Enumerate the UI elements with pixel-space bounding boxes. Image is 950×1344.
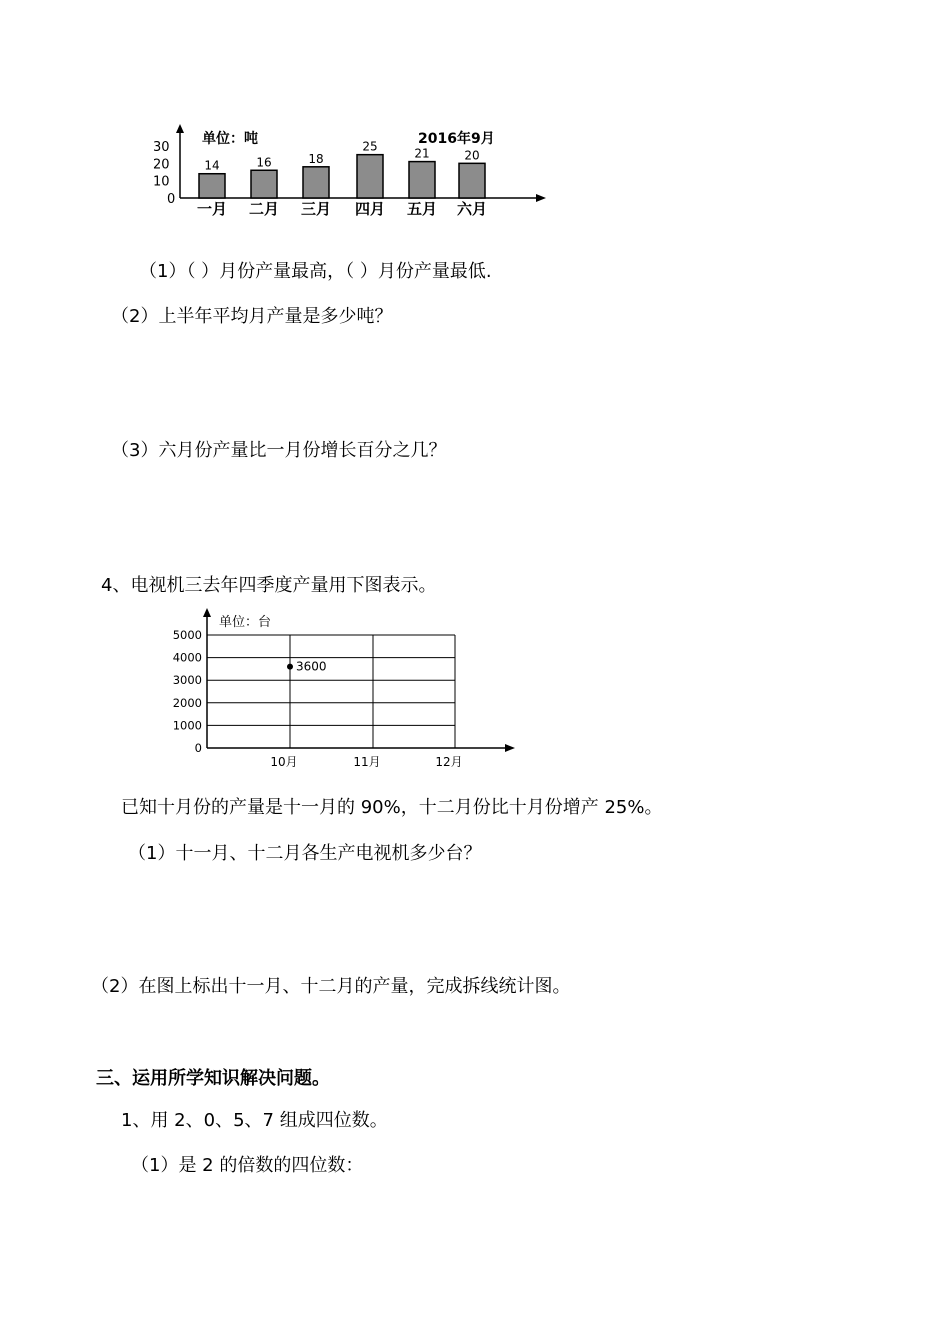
section3-q1: 1、用 2、0、5、7 组成四位数。 — [121, 1110, 388, 1131]
bar-data-label: 21 — [414, 146, 430, 161]
line-ytick-label: 4000 — [172, 650, 202, 665]
q4-part2: （2）在图上标出十一月、十二月的产量，完成拆线统计图。 — [91, 976, 571, 997]
bar — [251, 170, 277, 198]
bar-category-label: 六月 — [456, 200, 488, 218]
bar-ytick-label: 20 — [153, 157, 170, 173]
bar-data-label: 14 — [204, 158, 220, 173]
bar-category-label: 二月 — [248, 200, 280, 218]
bar-date-label: 2016年9月 — [418, 131, 495, 147]
bar-category-label: 四月 — [354, 200, 386, 218]
line-x-arrow — [505, 744, 515, 752]
line-point — [287, 664, 293, 670]
q4-title: 4、电视机三去年四季度产量用下图表示。 — [101, 575, 437, 596]
bar-unit-label: 单位：吨 — [202, 131, 258, 147]
bar — [357, 155, 383, 198]
bar-data-label: 20 — [464, 148, 480, 163]
line-xtick-label: 12月 — [435, 755, 463, 769]
bar-chart — [140, 120, 560, 225]
bar — [459, 163, 485, 198]
line-ytick-label: 5000 — [172, 628, 202, 642]
section3-q1-part1: （1）是 2 的倍数的四位数： — [131, 1155, 364, 1176]
bar-data-label: 25 — [362, 139, 378, 154]
bar-ytick-label: 0 — [167, 192, 176, 207]
line-unit-label: 单位：台 — [219, 615, 272, 630]
line-ytick-label: 3000 — [172, 673, 202, 688]
bar-ytick-label: 10 — [153, 174, 170, 190]
bar-category-label: 一月 — [196, 200, 228, 218]
line-chart — [165, 604, 525, 774]
q3-part3: （3）六月份产量比一月份增长百分之几？ — [111, 440, 447, 461]
bar — [199, 174, 225, 198]
q4-given: 已知十月份的产量是十一月的 90%，十二月份比十月份增产 25%。 — [121, 797, 663, 818]
q3-part1: （1）（ ）月份产量最高，（ ）月份产量最低. — [139, 261, 492, 282]
line-ytick-label: 2000 — [172, 695, 202, 710]
bar-category-label: 五月 — [406, 200, 438, 218]
line-y-arrow — [203, 608, 211, 617]
bar-ytick-label: 30 — [153, 140, 170, 155]
bar-category-label: 三月 — [300, 200, 332, 218]
line-xtick-label: 10月 — [270, 755, 298, 769]
bar — [409, 162, 435, 198]
line-ytick-label: 0 — [194, 741, 202, 755]
q4-part1: （1）十一月、十二月各生产电视机多少台？ — [128, 843, 482, 864]
line-xtick-label: 11月 — [353, 755, 381, 769]
bar-data-label: 16 — [256, 155, 272, 170]
section3-heading: 三、运用所学知识解决问题。 — [96, 1068, 330, 1089]
line-point-label: 3600 — [296, 659, 327, 674]
q3-part2: （2）上半年平均月产量是多少吨？ — [111, 306, 393, 327]
line-ytick-label: 1000 — [172, 718, 202, 733]
bar-data-label: 18 — [308, 151, 324, 166]
bar-x-arrow — [536, 194, 546, 202]
bar — [303, 167, 329, 198]
bar-y-arrow — [176, 124, 184, 133]
